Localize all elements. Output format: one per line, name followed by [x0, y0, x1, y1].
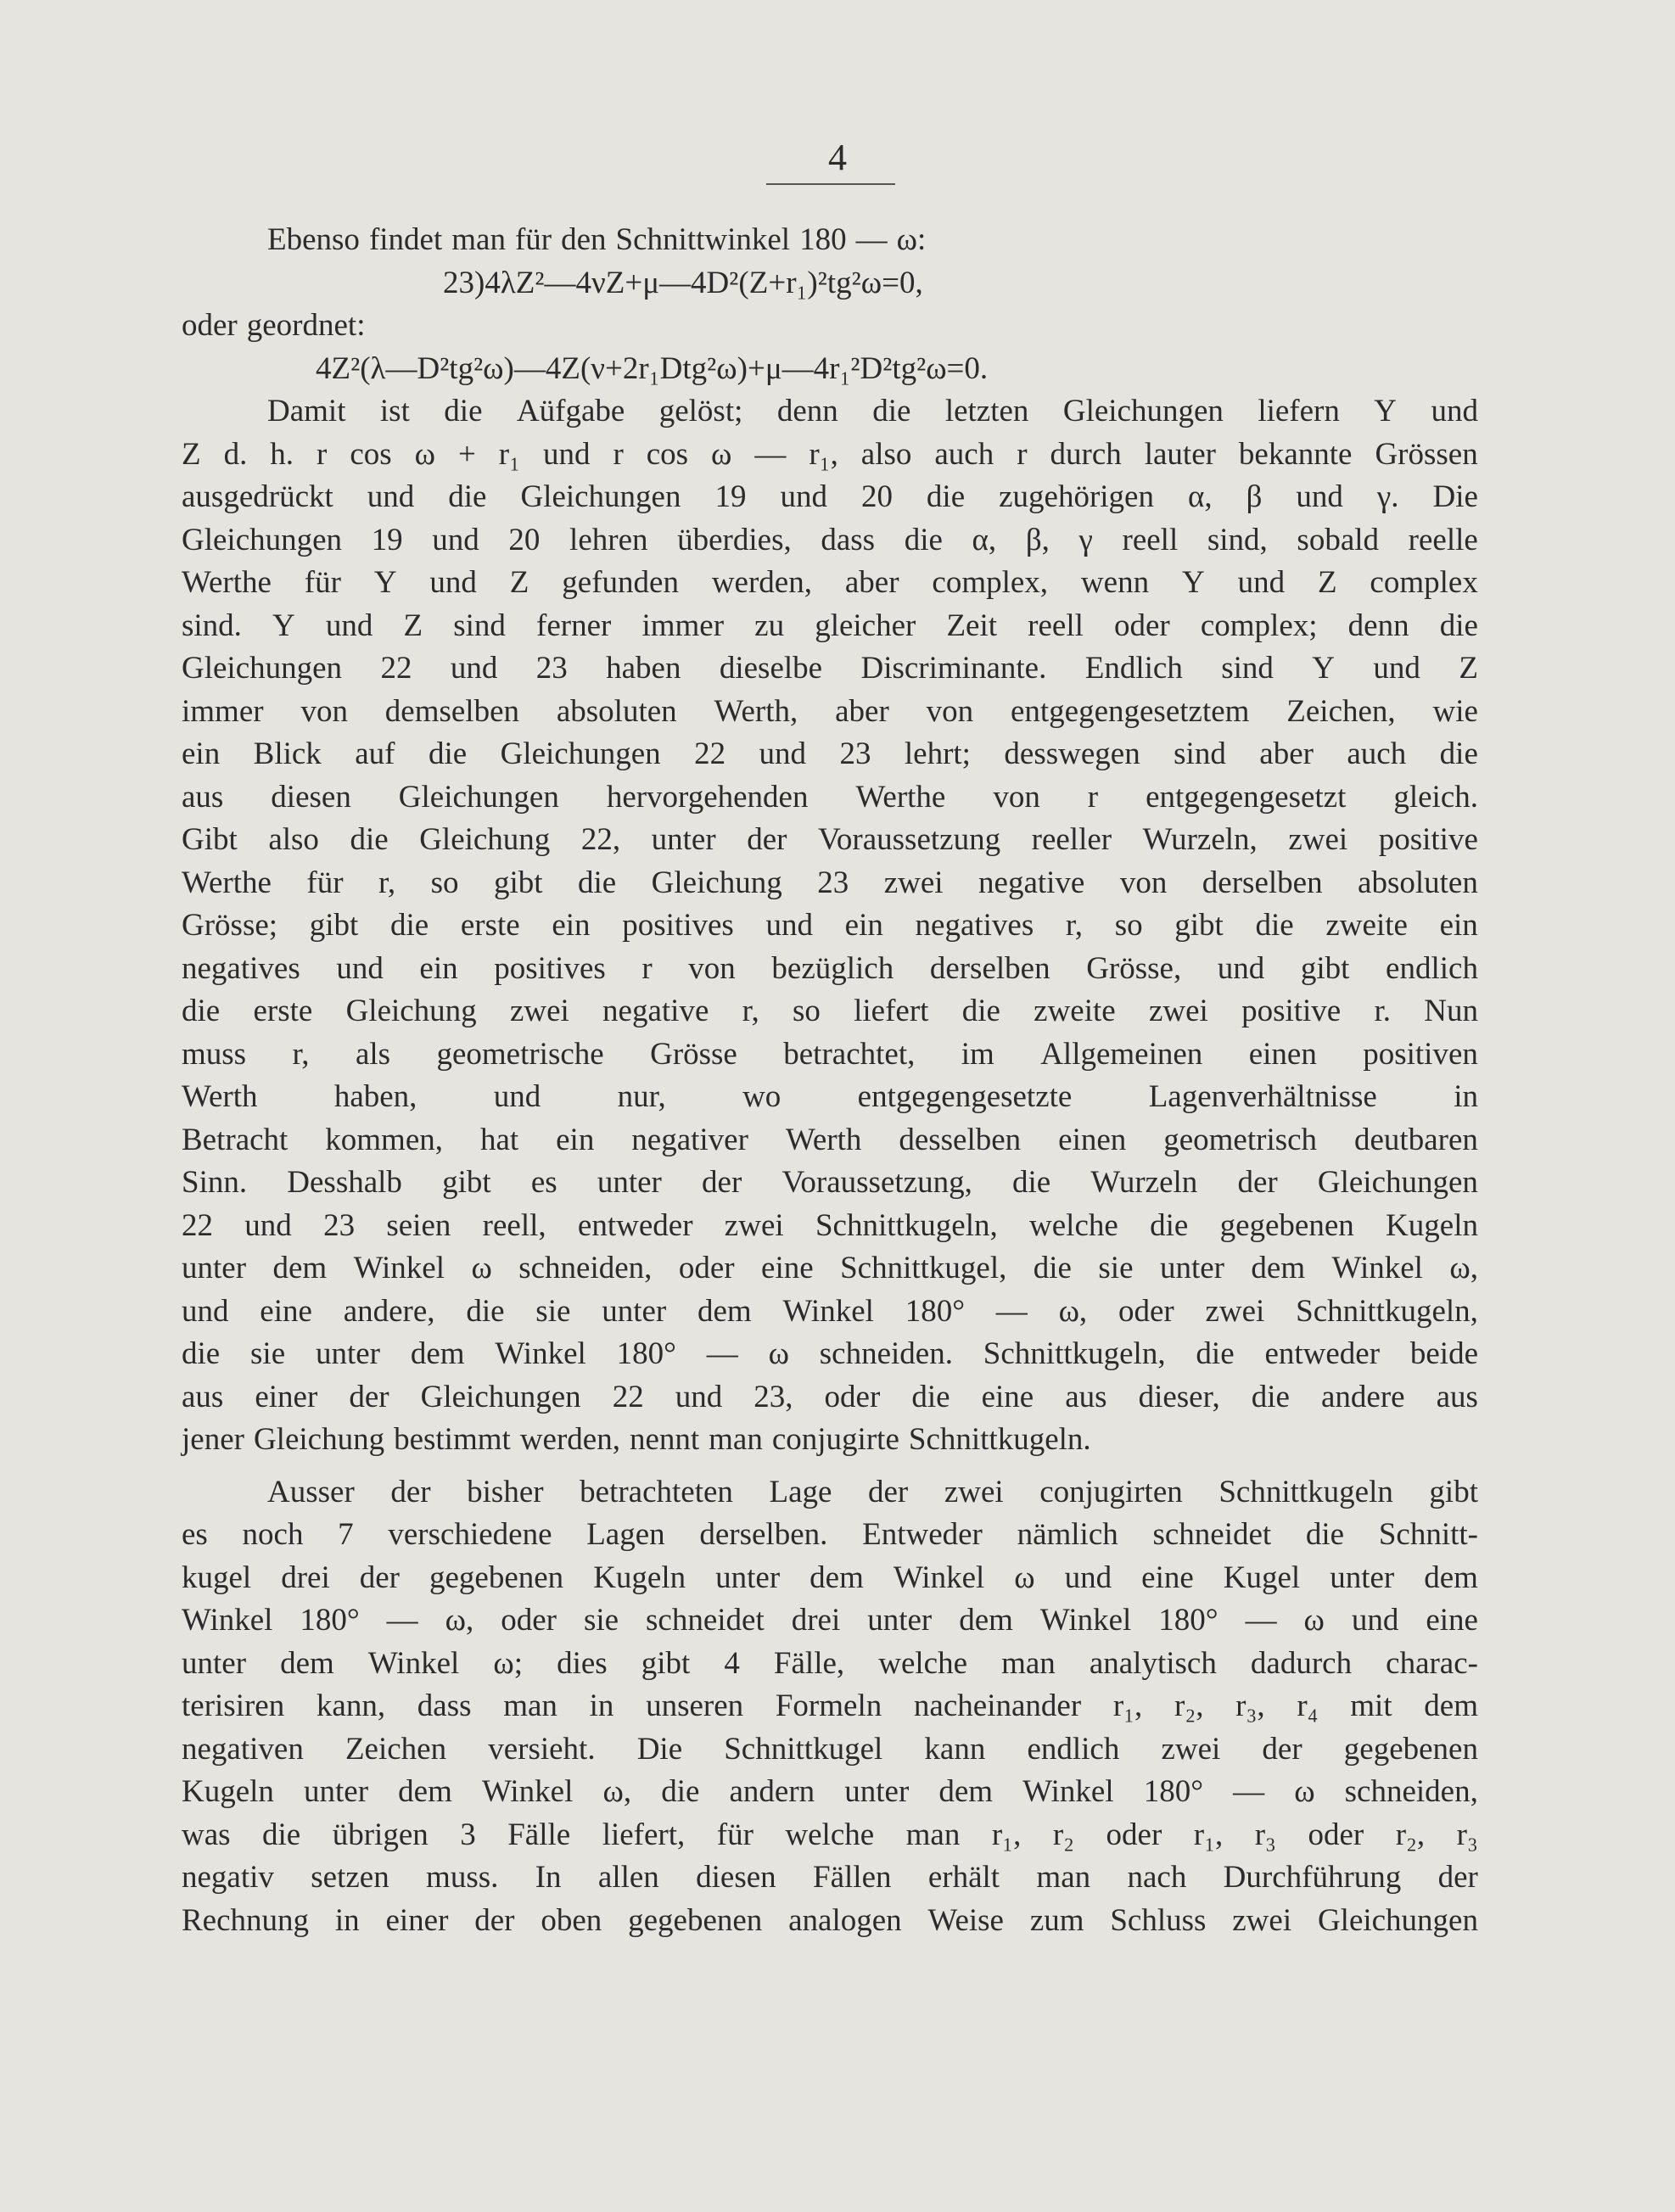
text-line: aus diesen Gleichungen hervorgehenden Werthe von r entgegengesetzt gleich.: [182, 779, 1478, 815]
text-line: aus einer der Gleichungen 22 und 23, oder die eine aus dieser, die andere aus: [182, 1379, 1478, 1414]
text-line: Ausser der bisher betrachteten Lage der zwei conjugirten Schnittkugeln gibt: [267, 1474, 1478, 1509]
text-line: immer von demselben absoluten Werth, aber von entgegengesetztem Zeichen, wie: [182, 693, 1478, 729]
text-line: die sie unter dem Winkel 180° — ω schneiden. Schnittkugeln, die entweder beide: [182, 1336, 1478, 1371]
text-line: Werthe für r, so gibt die Gleichung 23 zwei negative von derselben absoluten: [182, 865, 1478, 900]
body-text: [182, 219, 1478, 1942]
text-line: Sinn. Desshalb gibt es unter der Voraussetzung, die Wurzeln der Gleichungen: [182, 1165, 1478, 1200]
page-number: 4: [828, 137, 847, 178]
text-line: negativen Zeichen versieht. Die Schnittkugel kann endlich zwei der gegebenen: [182, 1731, 1478, 1767]
text-line: negatives und ein positives r von bezüglich derselben Grösse, und gibt endlich: [182, 950, 1478, 986]
text-line: Werth haben, und nur, wo entgegengesetzte Lagenverhältnisse in: [182, 1079, 1478, 1114]
text-line: Z d. h. r cos ω + r₁ und r cos ω — r₁, also auch r durch lauter bekannte Grössen: [182, 436, 1478, 472]
text-line: Gibt also die Gleichung 22, unter der Voraussetzung reeller Wurzeln, zwei positive: [182, 822, 1478, 857]
text-line: muss r, als geometrische Grösse betrachtet, im Allgemeinen einen positiven: [182, 1036, 1478, 1072]
text-line: unter dem Winkel ω; dies gibt 4 Fälle, welche man analytisch dadurch charac-: [182, 1645, 1478, 1681]
text-line: 23) 4 λ Z² — 4 ν Z + μ — 4 D² (Z + r₁)² tg² ω = 0,: [443, 265, 923, 300]
text-line: Werthe für Y und Z gefunden werden, aber complex, wenn Y und Z complex: [182, 565, 1478, 600]
text-line: 22 und 23 seien reell, entweder zwei Schnittkugeln, welche die gegebenen Kugeln: [182, 1207, 1478, 1243]
text-line: Kugeln unter dem Winkel ω, die andern unter dem Winkel 180° — ω schneiden,: [182, 1774, 1478, 1809]
text-line: Gleichungen 19 und 20 lehren überdies, dass die α, β, γ reell sind, sobald reelle: [182, 522, 1478, 557]
text-line: negativ setzen muss. In allen diesen Fällen erhält man nach Durchführung der: [182, 1860, 1478, 1895]
text-line: was die übrigen 3 Fälle liefert, für welche man r₁, r₂ oder r₁, r₃ oder r₂, r₃: [182, 1817, 1478, 1852]
text-line: oder geordnet:: [182, 308, 366, 343]
page-number-rule: [766, 183, 895, 185]
text-line: terisiren kann, dass man in unseren Formeln nacheinander r₁, r₂, r₃, r₄ mit dem: [182, 1688, 1478, 1723]
text-line: Rechnung in einer der oben gegebenen analogen Weise zum Schluss zwei Gleichungen: [182, 1902, 1478, 1938]
text-line: und eine andere, die sie unter dem Winkel 180° — ω, oder zwei Schnittkugeln,: [182, 1293, 1478, 1329]
text-line: ausgedrückt und die Gleichungen 19 und 20 die zugehörigen α, β und γ. Die: [182, 479, 1478, 514]
text-line: jener Gleichung bestimmt werden, nennt man conjugirte Schnittkugeln.: [182, 1422, 1091, 1457]
text-line: ein Blick auf die Gleichungen 22 und 23 lehrt; desswegen sind aber auch die: [182, 736, 1478, 771]
text-line: Ebenso findet man für den Schnittwinkel 180 — ω:: [267, 222, 927, 257]
text-line: die erste Gleichung zwei negative r, so liefert die zweite zwei positive r. Nun: [182, 994, 1478, 1028]
text-line: es noch 7 verschiedene Lagen derselben. Entweder nämlich schneidet die Schnitt-: [182, 1517, 1478, 1552]
text-line: sind. Y und Z sind ferner immer zu gleicher Zeit reell oder complex; denn die: [182, 608, 1478, 643]
text-line: kugel drei der gegebenen Kugeln unter dem Winkel ω und eine Kugel unter dem: [182, 1560, 1478, 1595]
text-line: Winkel 180° — ω, oder sie schneidet drei unter dem Winkel 180° — ω und eine: [182, 1603, 1478, 1638]
text-line: Betracht kommen, hat ein negativer Werth desselben einen geometrisch deutbaren: [182, 1122, 1478, 1157]
text-line: Grösse; gibt die erste ein positives und ein negatives r, so gibt die zweite ein: [182, 908, 1478, 943]
text-line: Damit ist die Aüfgabe gelöst; denn die letzten Gleichungen liefern Y und: [267, 394, 1478, 428]
text-line: unter dem Winkel ω schneiden, oder eine Schnittkugel, die sie unter dem Winkel ω,: [182, 1251, 1478, 1285]
text-line: Gleichungen 22 und 23 haben dieselbe Discriminante. Endlich sind Y und Z: [182, 651, 1478, 686]
text-line: 4 Z² (λ — D² tg² ω) — 4 Z (ν + 2 r₁ D tg² ω) + μ — 4 r₁² D² tg² ω = 0.: [316, 350, 989, 386]
